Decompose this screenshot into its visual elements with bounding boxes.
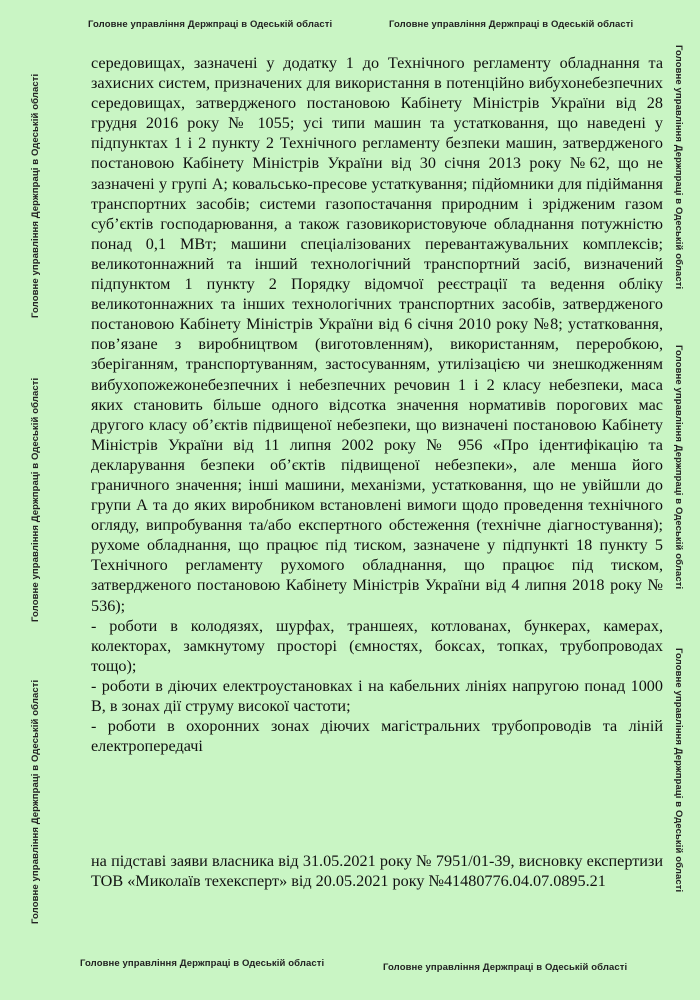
watermark-right-middle: Головне управління Держпраці в Одеській області (673, 345, 684, 590)
watermark-right-upper: Головне управління Держпраці в Одеській області (673, 45, 684, 290)
watermark-left-middle: Головне управління Держпраці в Одеській області (30, 377, 41, 622)
basis-lead: на підставі (91, 852, 167, 870)
basis-text: заяви власника від 31.05.2021 року № 7951/01-39, висновку експертизи ТОВ «Миколаїв техексперт» від 20.05.2021 року №41480776.04.07.0895.21 (91, 852, 663, 891)
watermark-bottom-right: Головне управління Держпраці в Одеській області (383, 962, 628, 973)
watermark-left-upper: Головне управління Держпраці в Одеській області (30, 73, 41, 318)
list-item: - роботи в охоронних зонах діючих магістральних трубопроводів та ліній електропередачі (91, 717, 663, 756)
watermark-right-lower: Головне управління Держпраці в Одеській області (673, 648, 684, 893)
basis-paragraph (91, 851, 663, 891)
watermark-top-left: Головне управління Держпраці в Одеській області (88, 19, 333, 30)
list-item: - роботи в діючих електроустановках і на кабельних лініях напругою понад 1000 В, в зонах дії струму високої частоти; (91, 676, 663, 715)
document-body (91, 53, 663, 756)
watermark-bottom-left: Головне управління Держпраці в Одеській області (80, 958, 325, 969)
list-item: - роботи в колодязях, шурфах, траншеях, котлованах, бункерах, камерах, колекторах, замкнутому просторі (ємностях, боксах, топках, трубопроводах тощо); (91, 616, 663, 675)
watermark-top-right: Головне управління Держпраці в Одеській області (389, 19, 634, 30)
body-paragraph: середовищах, зазначені у додатку 1 до Технічного регламенту обладнання та захисних систем, призначених для використання в потенційно вибухонебезпечних середовищах, затвердженого постановою Кабінету Міністрів України від 28 грудня 2016 року № 1055; усі типи машин та устатковання, що наведені у підпунктах 1 і 2 пункту 2 Технічного регламенту безпеки машин, затвердженого постановою Кабінету Міністрів України від 30 січня 2013 року №62, що не зазначені у групі А; ковальсько-пресове устаткування; підйомники для підіймання транспортних засобів; системи газопостачання природним і зрідженим газом суб’єктів господарювання, а також газовикористовуюче обладнання потужністю понад 0,1 МВт; машини спеціалізованих перевантажувальних комплексів; великотоннажний та інший технологічний транспортний засіб, визначений підпунктом 1 пункту 2 Порядку відомчої реєстрації та ведення обліку великотоннажних та інших технологічних транспортних засобів, затвердженого постановою Кабінету Міністрів України від 6 січня 2010 року №8; устатковання, пов’язане з виробництвом (виготовленням), використанням, переробкою, зберіганням, транспортуванням, застосуванням, утилізацією чи знешкодженням вибухопожежонебезпечних і небезпечних речовин 1 і 2 класу небезпеки, маса яких становить більше одного відсотка значення нормативів порогових мас другого класу об’єктів підвищеної небезпеки, що визначені постановою Кабінету Міністрів України від 11 липня 2002 року № 956 «Про ідентифікацію та декларування безпеки об’єктів підвищеної небезпеки», але менша його граничного значення; інші машини, механізми, устатковання, що не увійшли до групи А та до яких виробником встановлені вимоги щодо проведення технічного огляду, випробування та/або експертного обстеження (технічне діагностування); рухоме обладнання, що працює під тиском, зазначене у підпункті 18 пункту 5 Технічного регламенту рухомого обладнання, що працює під тиском, затвердженого постановою Кабінету Міністрів України від 4 липня 2018 року № 536); (91, 54, 663, 615)
watermark-left-lower: Головне управління Держпраці в Одеській області (30, 679, 41, 924)
